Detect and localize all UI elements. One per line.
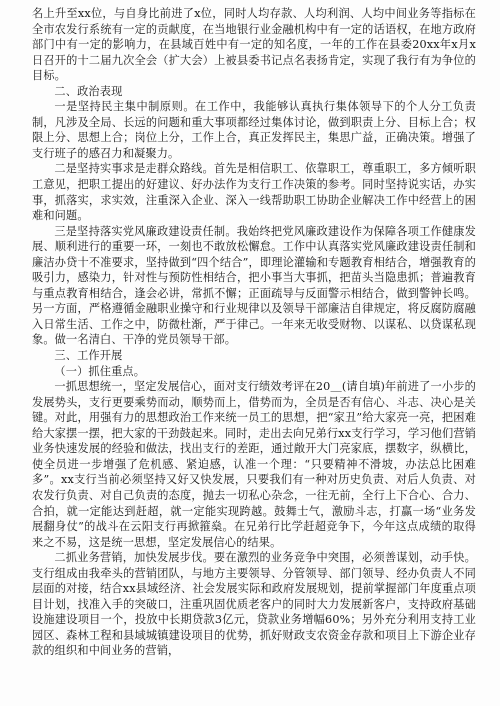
- paragraph-intro-continuation: 名上升至xx位，与自身比前进了x位，同时人均存款、人均利润、人均中间业务等指标在全市农发行系统有一定的贡献度，在当地银行业金融机构中有一定的话语权，在地方政府部门中有一定的影响力，在县域百姓中有一定的知名度，一年的工作在县委20xx年x月x日召开的十二届九次全会（扩大会）上被县委书记点名表扬肯定，实现了我行有为争位的目标。: [32, 7, 476, 83]
- document-body: [32, 6, 476, 659]
- subsection-heading-focus: （一）抓住重点。: [54, 364, 146, 378]
- paragraph-democratic-centralism: 一是坚持民主集中制原则。在工作中，我能够认真执行集体领导下的个人分工负责制，凡涉及全局、长远的问题和重大事项都经过集体讨论，做到职责上分、目标上合；权限上分、思想上合；岗位上分，工作上合，真正发挥民主，集思广益，正确决策。增强了支行班子的感召力和凝聚力。: [32, 100, 476, 160]
- paragraph-business-marketing: 二抓业务营销，加快发展步伐。要在激烈的业务竞争中突围，必须善谋划，动手快。支行组成由我牵头的营销团队，与地方主要领导、分管领导、部门领导、经办负责人不同层面的对接，结合xx县域经济、社会发展实际和政府发展规划，提前掌握部门年度重点项目计划，找准入手的突破口，注重巩固优质老客户的同时大力发展新客户，支持政府基础设施建设项目一个，投放中长期贷款3亿元，贷款业务增幅60%；另外充分利用支持工业园区、森林工程和县域城镇建设项目的优势，抓好财政支农资金存款和项目上下游企业存款的组织和中间业务的营销，: [32, 551, 476, 658]
- paragraph-integrity: 三是坚持落实党风廉政建设责任制。我始终把党风廉政建设作为保障各项工作健康发展、顺利进行的重要一环，一刻也不敢放松懈怠。工作中认真落实党风廉政建设责任制和廉洁办贷十不准要求，坚持做到“四个结合”，即理论灌输和专题教育相结合，增强教育的吸引力，感染力，针对性与预防性相结合，把小事当大事抓，把苗头当隐患抓；普遍教育与重点教育相结合，逢会必讲，常抓不懈；正面疏导与反面警示相结合，做到警钟长鸣。另一方面，严格遵循金融职业操守和行业规律以及领导干部廉洁自律规定，将反腐防腐融入日常生活、工作之中，防微杜渐，严于律己。一年来无收受财物、以谋私、以贷谋私现象。做一名清白、干净的党员领导干部。: [32, 224, 476, 347]
- section-heading-work: 三、工作开展: [54, 349, 123, 363]
- paragraph-mass-line: 二是坚持实事求是走群众路线。首先是相信职工、依靠职工，尊重职工，多方倾听职工意见，把职工提出的好建议、好办法作为支行工作决策的参考。同时坚持说实话，办实事，抓落实，求实效，注重深入企业、深入一线帮助职工协助企业解决工作中经营上的困难和问题。: [32, 162, 476, 223]
- paragraph-unify-thinking: 一抓思想统一，坚定发展信心，面对支行绩效考评在20＿(请自填)年前进了一小步的发展势头，支行更要乘势而动，顺势而上，借势而为，全员是否有信心、斗志、决心是关键。对此，用强有力的思想政治工作来统一员工的思想，把“家丑”给大家亮一亮，把困难给大家摆一摆，把大家的干劲鼓起来。同时，走出去向兄弟行xx支行学习，学习他们营销业务快速发展的经验和做法，找出支行的差距，通过敞开大门亮家底，摆数字，纵横比，使全员进一步增强了危机感、紧迫感，认准一个理：“只要精神不滑坡，办法总比困难多”。xx支行当前必须坚持又好又快发展，只要我们有一种对历史负责、对后人负责、对农发行负责、对自己负责的态度，抛去一切私心杂念，一往无前，全行上下合心、合力、合拍，就一定能达到赶超，就一定能实现跨越。鼓舞士气，激励斗志，打赢一场“业务发展翻身仗”的战斗在云阳支行再掀箍燊。在兄弟行比学赶超竞争下，今年这点成绩的取得来之不易，这是统一思想，坚定发展信心的结果。: [32, 380, 476, 549]
- section-heading-political: 二、政治表现: [54, 84, 123, 98]
